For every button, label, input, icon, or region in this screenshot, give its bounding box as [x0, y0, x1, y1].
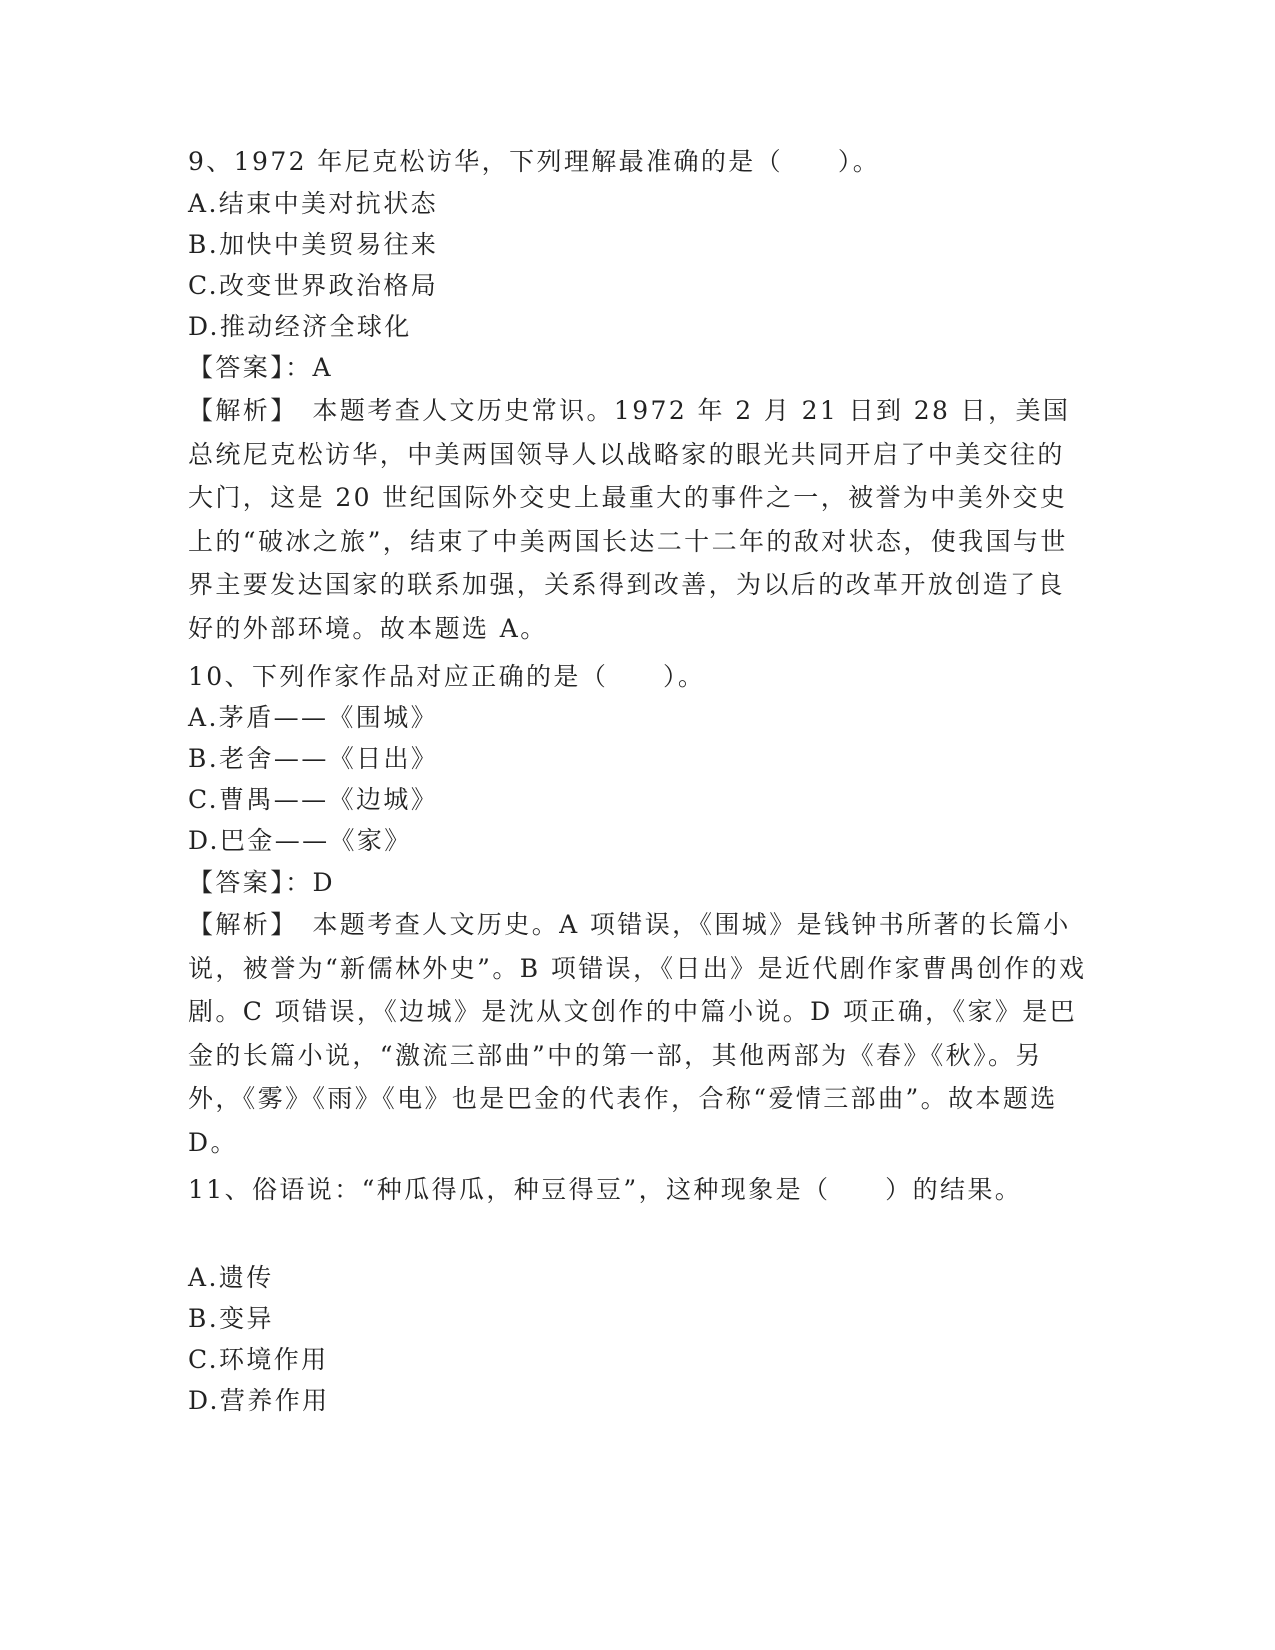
question-10-explanation: 【解析】 本题考查人文历史。A 项错误，《围城》是钱钟书所著的长篇小说，被誉为“新儒林外史”。B 项错误，《日出》是近代剧作家曹禺创作的戏剧。C 项错误，《边城》是沈从文创作的中篇小说。D 项正确，《家》是巴金的长篇小说，“激流三部曲”中的第一部，其他两部为《春》《秋》。另外，《雾》《雨》《电》也是巴金的代表作，合称“爱情三部曲”。故本题选 D。 [188, 910, 1087, 1157]
question-9-option-c: C.改变世界政治格局 [188, 271, 439, 300]
question-9-option-a: A.结束中美对抗状态 [188, 189, 439, 218]
question-10-answer: 【答案】：D [188, 868, 335, 897]
question-9-explanation: 【解析】 本题考查人文历史常识。1972 年 2 月 21 日到 28 日，美国总统尼克松访华，中美两国领导人以战略家的眼光共同开启了中美交往的大门，这是 20 世纪国际外交史上最重大的事件之一，被誉为中美外交史上的“破冰之旅”，结束了中美两国长达二十二年的敌对状态，使我国与世界主要发达国家的联系加强，关系得到改善，为以后的改革开放创造了良好的外部环境。故本题选 A。 [188, 396, 1071, 643]
question-11-option-a: A.遗传 [188, 1263, 274, 1292]
question-9-stem: 9、1972 年尼克松访华，下列理解最准确的是（ ）。 [188, 147, 881, 176]
question-10-option-a: A.茅盾——《围城》 [188, 703, 439, 732]
question-11-option-d: D.营养作用 [188, 1386, 330, 1415]
question-11-stem: 11、俗语说：“种瓜得瓜，种豆得豆”，这种现象是（ ）的结果。 [188, 1175, 1023, 1204]
question-10-stem: 10、下列作家作品对应正确的是（ ）。 [188, 662, 706, 691]
question-11-option-b: B.变异 [188, 1304, 274, 1333]
question-9-option-b: B.加快中美贸易往来 [188, 230, 439, 259]
question-10-option-d: D.巴金——《家》 [188, 826, 412, 855]
question-9-answer: 【答案】：A [188, 353, 333, 382]
question-9-option-d: D.推动经济全球化 [188, 312, 412, 341]
question-10-option-b: B.老舍——《日出》 [188, 744, 439, 773]
question-11-option-c: C.环境作用 [188, 1345, 329, 1374]
question-10-option-c: C.曹禺——《边城》 [188, 785, 439, 814]
